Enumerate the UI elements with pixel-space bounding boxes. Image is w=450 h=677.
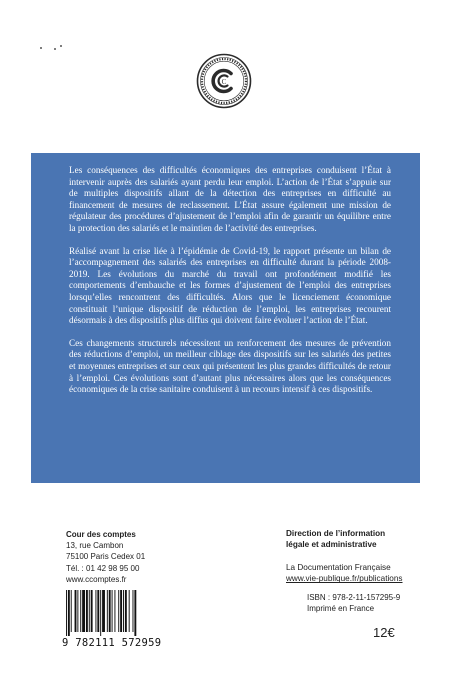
seal-letter: C [221,78,227,86]
isbn-block [307,592,400,614]
barcode-bar [133,590,134,632]
isbn-number: ISBN : 978-2-11-157295-9 [307,593,401,602]
barcode-bar [77,590,78,632]
barcode-bar [129,590,130,632]
publisher-city: 75100 Paris Cedex 01 [66,552,146,562]
publisher-street: 13, rue Cambon [66,541,124,551]
barcode-bar [100,590,101,636]
cour-des-comptes-seal-icon [196,53,252,109]
barcode-bar [125,590,127,632]
barcode-bar [109,590,111,632]
barcode-digits: 9 782111 572959 [62,637,162,649]
distributor-block [286,528,403,585]
barcode-bar [89,590,90,632]
barcode-bar [97,590,99,632]
price-label: 12€ [373,625,395,640]
speck [40,47,42,49]
distributor-line-2: légale et administrative [286,540,377,550]
publisher-website[interactable]: www.ccomptes.fr [66,574,127,584]
printed-in: Imprimé en France [307,604,375,614]
publisher-name: Cour des comptes [66,530,136,539]
distributor-org: La Documentation Française [286,562,391,572]
summary-paragraph-2: Réalisé avant la crise liée à l’épidémie de Covid-19, le rapport présente un bilan de l’accompagnement des salariés des entreprises en difficulté durant la période 2008-2019. Les évolutions du marché du travail ont profondément modifié les comportements d’embauche et les formes d’ajustement de l’emploi des entreprises lorsqu’elles rencontrent des difficultés. Alors que le licenciement économique constituait l’unique dispositif de réduction de l’emploi, les entreprises recourent désormais à des dispositifs plus diffus qui doivent faire évoluer l’action de l’État. [69,245,391,326]
summary-panel [31,153,420,483]
barcode-bar [82,590,85,632]
barcode-bar [71,590,72,632]
barcode-bar [86,590,88,632]
barcode-bar [120,590,122,632]
distributor-link[interactable]: www.vie-publique.fr/publications [286,574,403,584]
barcode-bar [66,590,67,636]
barcode-bar [80,590,81,632]
distributor-line-1: Direction de l’information [286,529,386,538]
barcode-bar [75,590,77,632]
barcode-bar [95,590,96,632]
print-specks [40,44,80,52]
publisher-phone: Tél. : 01 42 98 95 00 [66,563,140,573]
barcode-bar [68,590,70,636]
barcode-bar [114,590,115,632]
barcode-bar [118,590,119,632]
speck [60,45,62,47]
summary-paragraph-1: Les conséquences des difficultés économiques des entreprises conduisent l’État à intervenir auprès des salariés ayant perdu leur emploi. L’action de l’État s’appuie sur de multiples dispositifs allant de la détection des entreprises en difficulté au financement de mesures de reclassement. L’État assure également une mission de régulateur des procédures d’ajustement de l’emploi afin de garantir un équilibre entre la protection des salariés et le maintien de l’activité des entreprises. [69,165,391,233]
publisher-address [66,529,145,585]
barcode-bar [134,590,136,636]
summary-paragraph-3: Ces changements structurels nécessitent un renforcement des mesures de prévention des réductions d’emploi, un meilleur ciblage des dispositifs sur les salariés des petites et moyennes entreprises et sur ceux qui présentent les plus grandes difficultés de retour à l’emploi. Ces évolutions sont d’autant plus nécessaires alors que les conséquences économiques de la crise sanitaire conduisent à un recours intensif à ces dispositifs. [69,337,391,395]
summary-text [69,165,391,407]
barcode-bar [91,590,93,632]
barcode-bar [123,590,124,632]
barcode-icon [66,590,166,636]
spacer [286,551,403,562]
barcode-bar [107,590,108,632]
barcode-bar [102,590,105,632]
speck [54,48,56,50]
barcode-bar [112,590,113,632]
